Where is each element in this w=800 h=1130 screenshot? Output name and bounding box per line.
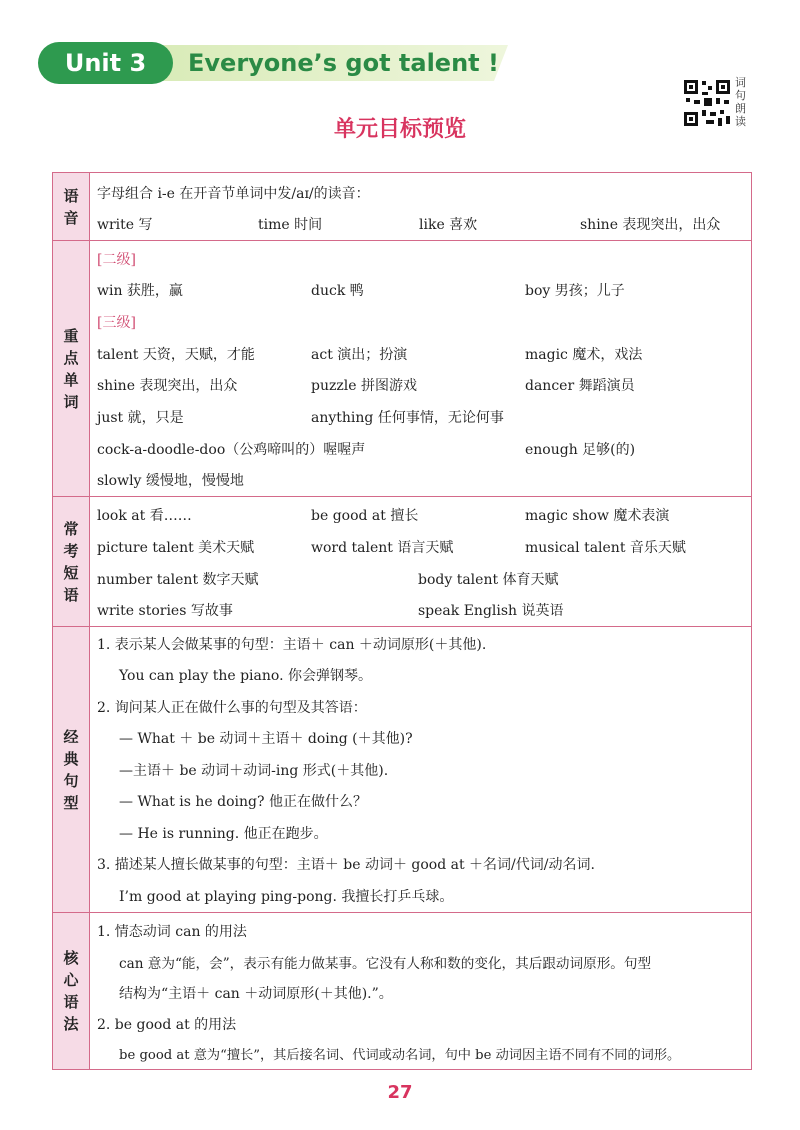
level-tag: [二级] xyxy=(97,252,136,268)
grammar-row xyxy=(53,913,751,1069)
phrase: magic show 魔术表演 xyxy=(525,508,670,524)
keyword: act 演出；扮演 xyxy=(311,347,408,363)
keyword: talent 天资，天赋，才能 xyxy=(97,347,255,363)
keyword: cock-a-doodle-doo（公鸡啼叫的）喔喔声 xyxy=(97,442,366,458)
page-number: 27 xyxy=(387,1082,413,1103)
grammar-line: be good at 意为“擅长”，其后接名词、代词或动名词，句中 be 动词因主语不同有不同的词形。 xyxy=(119,1048,681,1063)
section-title: 单元目标预览 xyxy=(333,117,466,142)
level-tag: [三级] xyxy=(97,315,136,331)
phrase: body talent 体育天赋 xyxy=(418,572,559,588)
phrase: look at 看…… xyxy=(97,508,192,524)
keyword: shine 表现突出，出众 xyxy=(97,378,238,394)
sentence-line: I’m good at playing ping-pong. 我擅长打乒乓球。 xyxy=(119,889,454,905)
row-label: 经典句型 xyxy=(63,727,79,812)
keywords-row xyxy=(53,241,751,497)
keyword: dancer 舞蹈演员 xyxy=(525,378,635,394)
preview-table xyxy=(52,172,752,1070)
unit-title: Everyone’s got talent ! xyxy=(188,49,499,77)
unit-header xyxy=(38,42,508,84)
qr-label: 词句朗读 xyxy=(735,76,746,128)
grammar-line: can 意为“能，会”，表示有能力做某事。它没有人称和数的变化，其后跟动词原形。句型 xyxy=(119,956,652,972)
pronunciation-word: write 写 xyxy=(97,217,153,233)
keyword: slowly 缓慢地，慢慢地 xyxy=(97,473,244,489)
sentence-line: 3. 描述某人擅长做某事的句型：主语＋ be 动词＋ good at ＋名词/代词/动名词. xyxy=(97,857,595,873)
keyword: anything 任何事情，无论何事 xyxy=(311,410,504,426)
grammar-line: 结构为“主语＋ can ＋动词原形(＋其他).”。 xyxy=(119,986,393,1002)
sentences-row xyxy=(53,627,751,913)
phrases-row xyxy=(53,497,751,627)
row-label: 重点单词 xyxy=(63,326,79,411)
sentence-line: You can play the piano. 你会弹钢琴。 xyxy=(119,668,372,684)
pronunciation-row xyxy=(53,173,751,241)
phrase: musical talent 音乐天赋 xyxy=(525,540,686,556)
keyword: enough 足够(的) xyxy=(525,442,636,458)
keyword: puzzle 拼图游戏 xyxy=(311,378,417,394)
keyword: win 获胜，赢 xyxy=(97,283,183,299)
unit-badge: Unit 3 xyxy=(38,42,173,84)
phrase: write stories 写故事 xyxy=(97,603,233,619)
keyword: duck 鸭 xyxy=(311,283,364,299)
sentence-line: — He is running. 他正在跑步。 xyxy=(119,826,328,842)
grammar-line: 1. 情态动词 can 的用法 xyxy=(97,924,247,940)
phrase: picture talent 美术天赋 xyxy=(97,540,255,556)
sentence-line: — What ＋ be 动词＋主语＋ doing (＋其他)? xyxy=(119,731,413,747)
phrase: number talent 数字天赋 xyxy=(97,572,259,588)
sentence-line: —主语＋ be 动词＋动词-ing 形式(＋其他). xyxy=(119,763,389,779)
row-label: 常考短语 xyxy=(63,519,79,604)
phrase: speak English 说英语 xyxy=(418,603,564,619)
sentence-line: — What is he doing? 他正在做什么？ xyxy=(119,794,367,810)
pronunciation-word: shine 表现突出，出众 xyxy=(580,217,721,233)
pronunciation-word: like 喜欢 xyxy=(419,217,478,233)
sentence-line: 1. 表示某人会做某事的句型：主语＋ can ＋动词原形(＋其他). xyxy=(97,637,487,653)
row-label: 语音 xyxy=(63,186,79,227)
keyword: just 就，只是 xyxy=(97,410,184,426)
phrase: word talent 语言天赋 xyxy=(311,540,454,556)
phrase: be good at 擅长 xyxy=(311,508,419,524)
pronunciation-word: time 时间 xyxy=(258,217,323,233)
row-label: 核心语法 xyxy=(63,949,79,1033)
keyword: boy 男孩；儿子 xyxy=(525,283,625,299)
grammar-line: 2. be good at 的用法 xyxy=(97,1017,237,1033)
keyword: magic 魔术，戏法 xyxy=(525,347,643,363)
sentence-line: 2. 询问某人正在做什么事的句型及其答语： xyxy=(97,700,367,716)
pronunciation-intro: 字母组合 i-e 在开音节单词中发/aɪ/的读音： xyxy=(97,186,370,202)
